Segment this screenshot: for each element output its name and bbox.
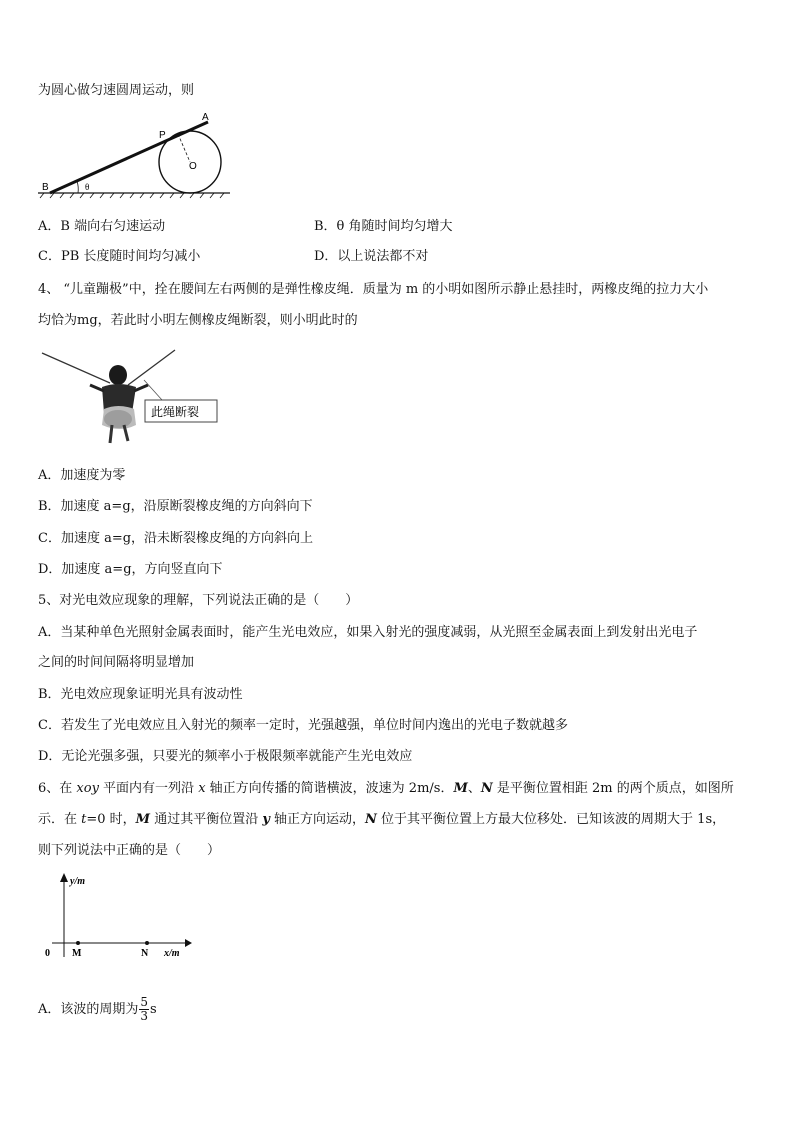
q3-option-a: A．B 端向右匀速运动 <box>38 219 166 234</box>
y-axis-label: y/m <box>70 876 85 887</box>
q5-option-c: C．若发生了光电效应且入射光的频率一定时，光强越强，单位时间内逸出的光电子数就越多 <box>38 718 568 733</box>
q4-option-c: C．加速度 a=g，沿未断裂橡皮绳的方向斜向上 <box>38 531 314 546</box>
q6-option-a: A．该波的周期为 $\frac{5}{3}$ s <box>38 995 157 1023</box>
q4-option-b: B．加速度 a=g，沿原断裂橡皮绳的方向斜向下 <box>38 499 313 514</box>
period-fraction: $\frac{5}{3}$ <box>140 995 149 1023</box>
label-theta: θ <box>85 182 90 192</box>
q4-stem-line1: 4、 “儿童蹦极”中，拴在腰间左右两侧的是弹性橡皮绳．质量为 m 的小明如图所示静止悬挂时，两橡皮绳的拉力大小 <box>38 282 709 297</box>
q6-stem-line1: 6、在 xoy 平面内有一列沿 x 轴正方向传播的简谐横波，波速为 2m/s．M、N 是平衡位置相距 2m 的两个质点，如图所 <box>38 781 734 796</box>
x-axis-label: x/m <box>164 948 180 959</box>
child-bungee-figure <box>40 345 230 445</box>
q5-option-d: D．无论光强多强，只要光的频率小于极限频率就能产生光电效应 <box>38 749 413 764</box>
q5-option-b: B．光电效应现象证明光具有波动性 <box>38 687 243 702</box>
q5-option-a-line1: A．当某种单色光照射金属表面时，能产生光电效应，如果入射光的强度减弱，从光照至金属表面上到发射出光电子 <box>38 625 698 640</box>
q3-option-c: C．PB 长度随时间均匀减小 <box>38 249 201 264</box>
label-O: O <box>189 161 197 172</box>
point-N-label: N <box>141 948 149 959</box>
q4-option-a: A．加速度为零 <box>38 468 126 483</box>
q4-stem-line2: 均恰为mg，若此时小明左侧橡皮绳断裂，则小明此时的 <box>38 313 358 328</box>
q6-stem-line2: 示．在 t=0 时，M 通过其平衡位置沿 y 轴正方向运动，N 位于其平衡位置上方最大位移处．已知该波的周期大于 1s， <box>38 812 726 827</box>
origin-label: 0 <box>45 948 50 959</box>
point-M-label: M <box>72 948 82 959</box>
q5-option-a-line2: 之间的时间间隔将明显增加 <box>38 655 195 670</box>
incline-circle-figure <box>38 110 238 200</box>
q6-stem-line3: 则下列说法中正确的是（ ） <box>38 843 221 858</box>
label-B: B <box>42 182 49 193</box>
q3-option-b: B．θ 角随时间均匀增大 <box>314 219 453 234</box>
label-P: P <box>159 130 166 141</box>
label-A: A <box>202 112 209 123</box>
q5-stem: 5、对光电效应现象的理解，下列说法正确的是（ ） <box>38 593 359 608</box>
q3-option-d: D．以上说法都不对 <box>314 249 429 264</box>
q4-option-d: D．加速度 a=g，方向竖直向下 <box>38 562 223 577</box>
wave-axis-figure <box>40 872 200 962</box>
rope-break-label: 此绳断裂 <box>151 405 200 419</box>
intro-line: 为圆心做匀速圆周运动，则 <box>38 83 195 98</box>
